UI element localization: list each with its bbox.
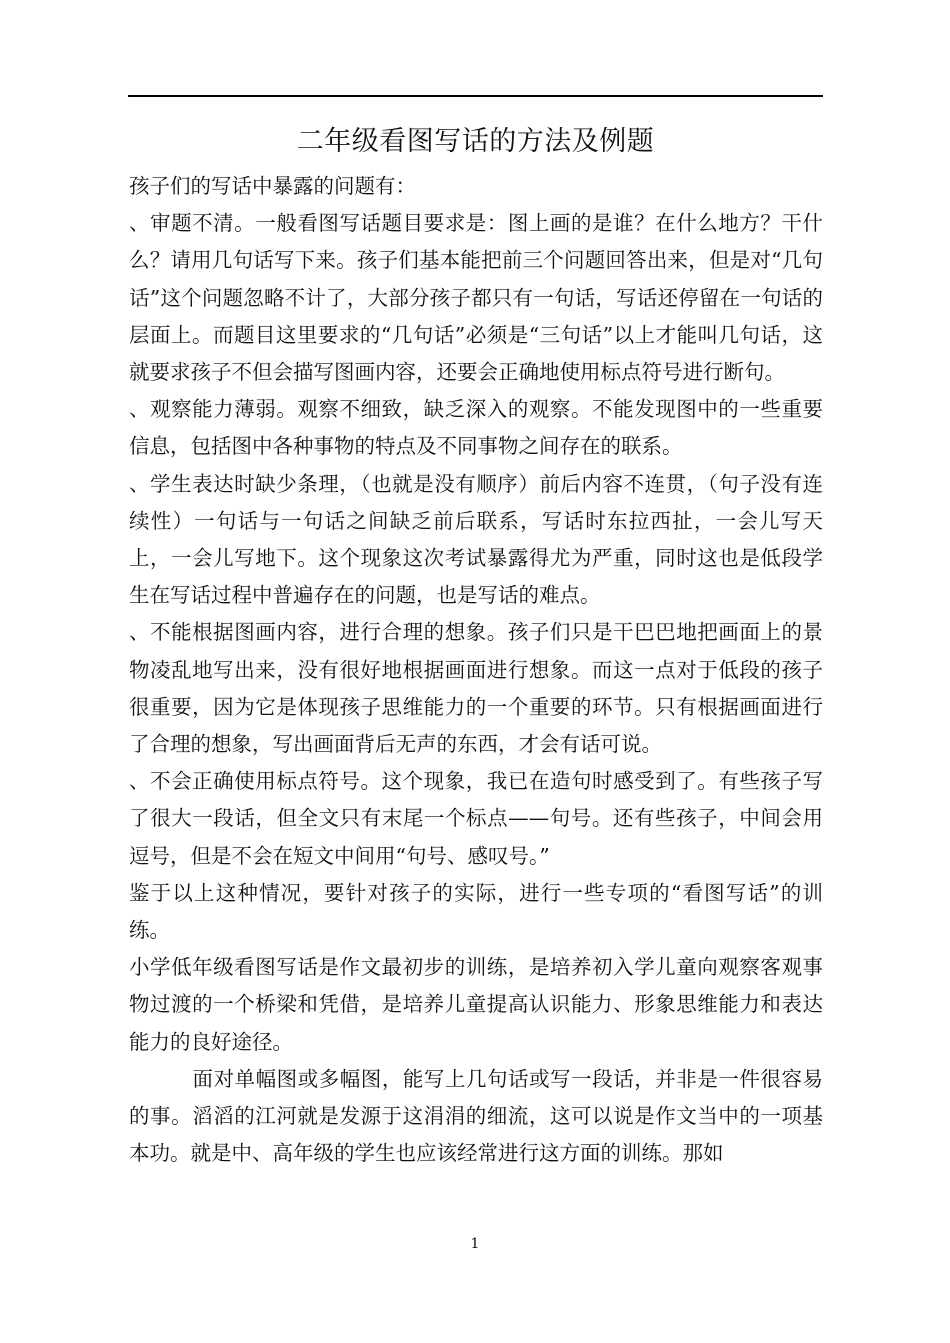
problem-paragraph-1: 、审题不清。一般看图写话题目要求是：图上画的是谁？在什么地方？干什么？请用几句话写下来。孩子们基本能把前三个问题回答出来，但是对“几句话”这个问题忽略不计了，大部分孩子都只有一句话，写话还停留在一句话的层面上。而题目这里要求的“几句话”必须是“三句话”以上才能叫几句话，这就要求孩子不但会描写图画内容，还要会正确地使用标点符号进行断句。 [129, 211, 823, 385]
document-title: 二年级看图写话的方法及例题 [296, 126, 655, 157]
method-paragraph: 面对单幅图或多幅图，能写上几句话或写一段话，并非是一件很容易的事。滔滔的江河就是发源于这涓涓的细流，这可以说是作文当中的一项基本功。就是中、高年级的学生也应该经常进行这方面的训练。那如 [129, 1066, 823, 1166]
problem-paragraph-2: 、观察能力薄弱。观察不细致，缺乏深入的观察。不能发现图中的一些重要信息，包括图中各种事物的特点及不同事物之间存在的联系。 [129, 397, 823, 459]
problem-paragraph-5: 、不会正确使用标点符号。这个现象，我已在造句时感受到了。有些孩子写了很大一段话，但全文只有末尾一个标点——句号。还有些孩子，中间会用逗号，但是不会在短文中间用“句号、感叹号。” [129, 769, 823, 868]
header-rule [128, 95, 823, 97]
problem-paragraph-4: 、不能根据图画内容，进行合理的想象。孩子们只是干巴巴地把画面上的景物凌乱地写出来，没有很好地根据画面进行想象。而这一点对于低段的孩子很重要，因为它是体现孩子思维能力的一个重要的环节。只有根据画面进行了合理的想象，写出画面背后无声的东西，才会有话可说。 [129, 620, 823, 757]
intro-paragraph: 孩子们的写话中暴露的问题有： [129, 174, 416, 198]
document-body [129, 168, 823, 1172]
purpose-paragraph: 小学低年级看图写话是作文最初步的训练，是培养初入学儿童向观察客观事物过渡的一个桥梁和凭借，是培养儿童提高认识能力、形象思维能力和表达能力的良好途径。 [129, 955, 823, 1054]
page-number: 1 [470, 1236, 480, 1252]
problem-paragraph-3: 、学生表达时缺少条理，（也就是没有顺序）前后内容不连贯，（句子没有连续性）一句话与一句话之间缺乏前后联系，写话时东拉西扯，一会儿写天上，一会儿写地下。这个现象这次考试暴露得尤为严重，同时这也是低段学生在写话过程中普遍存在的问题，也是写话的难点。 [129, 471, 823, 608]
conclusion-paragraph: 鉴于以上这种情况，要针对孩子的实际，进行一些专项的“看图写话”的训练。 [129, 880, 823, 943]
